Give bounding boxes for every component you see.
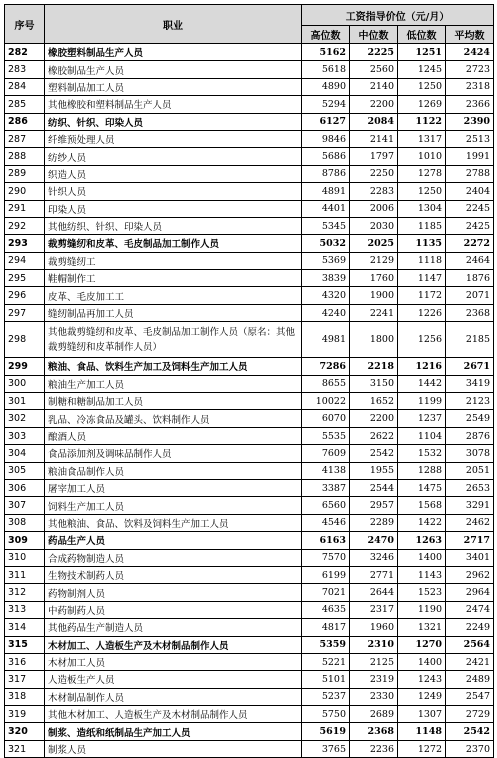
row-mid: 2560 — [350, 61, 398, 78]
table-row — [5, 671, 494, 688]
row-id: 312 — [5, 584, 45, 601]
row-job: 缝纫制品再加工人员 — [45, 304, 302, 321]
row-id: 283 — [5, 61, 45, 78]
row-low: 1256 — [398, 322, 446, 358]
row-job: 人造板生产人员 — [45, 671, 302, 688]
row-high: 6127 — [302, 113, 350, 130]
row-low: 1532 — [398, 445, 446, 462]
table-row — [5, 427, 494, 444]
row-mid: 1960 — [350, 619, 398, 636]
row-job: 木材加工人员 — [45, 653, 302, 670]
row-job: 鞋帽制作工 — [45, 270, 302, 287]
row-avg: 2653 — [446, 479, 494, 496]
row-avg: 3401 — [446, 549, 494, 566]
table-row — [5, 200, 494, 217]
row-low: 1251 — [398, 44, 446, 61]
row-high: 4138 — [302, 462, 350, 479]
row-low: 1422 — [398, 514, 446, 531]
row-low: 1568 — [398, 497, 446, 514]
row-id: 296 — [5, 287, 45, 304]
row-job: 乳品、冷冻食品及罐头、饮料制作人员 — [45, 410, 302, 427]
row-high: 4635 — [302, 601, 350, 618]
row-id: 310 — [5, 549, 45, 566]
category-row — [5, 113, 494, 130]
row-avg: 2549 — [446, 410, 494, 427]
row-avg: 2425 — [446, 217, 494, 234]
row-mid: 1652 — [350, 393, 398, 410]
row-mid: 2330 — [350, 688, 398, 705]
row-avg: 2123 — [446, 393, 494, 410]
row-id: 303 — [5, 427, 45, 444]
table-body — [5, 44, 494, 758]
table-row — [5, 688, 494, 705]
row-id: 288 — [5, 148, 45, 165]
row-id: 282 — [5, 44, 45, 61]
row-mid: 2025 — [350, 235, 398, 252]
row-mid: 2141 — [350, 130, 398, 147]
row-avg: 2962 — [446, 566, 494, 583]
row-job: 粮油生产加工人员 — [45, 375, 302, 392]
row-low: 1147 — [398, 270, 446, 287]
row-job: 橡胶塑料制品生产人员 — [45, 44, 302, 61]
row-mid: 2544 — [350, 479, 398, 496]
row-id: 286 — [5, 113, 45, 130]
row-mid: 2542 — [350, 445, 398, 462]
row-id: 318 — [5, 688, 45, 705]
row-avg: 2404 — [446, 183, 494, 200]
row-job: 裁剪缝纫工 — [45, 252, 302, 269]
row-avg: 1991 — [446, 148, 494, 165]
row-high: 6560 — [302, 497, 350, 514]
row-id: 317 — [5, 671, 45, 688]
row-high: 6199 — [302, 566, 350, 583]
row-high: 5101 — [302, 671, 350, 688]
header-mid: 中位数 — [350, 26, 398, 44]
table-row — [5, 375, 494, 392]
row-low: 1249 — [398, 688, 446, 705]
row-mid: 2689 — [350, 706, 398, 723]
row-id: 289 — [5, 165, 45, 182]
row-avg: 2185 — [446, 322, 494, 358]
header-id: 序号 — [5, 5, 45, 44]
row-avg: 2489 — [446, 671, 494, 688]
row-job: 纤维预处理人员 — [45, 130, 302, 147]
row-mid: 1800 — [350, 322, 398, 358]
row-high: 3839 — [302, 270, 350, 287]
table-row — [5, 393, 494, 410]
row-high: 5369 — [302, 252, 350, 269]
row-job: 木材制品制作人员 — [45, 688, 302, 705]
row-job: 纺纱人员 — [45, 148, 302, 165]
row-high: 7570 — [302, 549, 350, 566]
row-mid: 3246 — [350, 549, 398, 566]
row-low: 1190 — [398, 601, 446, 618]
row-low: 1304 — [398, 200, 446, 217]
row-job: 橡胶制品生产人员 — [45, 61, 302, 78]
row-low: 1523 — [398, 584, 446, 601]
row-avg: 2462 — [446, 514, 494, 531]
table-header — [5, 5, 494, 44]
table-row — [5, 252, 494, 269]
table-row — [5, 566, 494, 583]
row-mid: 2957 — [350, 497, 398, 514]
category-row — [5, 44, 494, 61]
row-low: 1010 — [398, 148, 446, 165]
row-id: 285 — [5, 96, 45, 113]
row-high: 5237 — [302, 688, 350, 705]
row-mid: 2225 — [350, 44, 398, 61]
row-id: 308 — [5, 514, 45, 531]
row-low: 1122 — [398, 113, 446, 130]
row-mid: 2129 — [350, 252, 398, 269]
row-low: 1135 — [398, 235, 446, 252]
row-mid: 1760 — [350, 270, 398, 287]
row-high: 10022 — [302, 393, 350, 410]
header-job: 职业 — [45, 5, 302, 44]
row-id: 301 — [5, 393, 45, 410]
row-id: 297 — [5, 304, 45, 321]
row-high: 5618 — [302, 61, 350, 78]
table-row — [5, 96, 494, 113]
row-high: 4546 — [302, 514, 350, 531]
row-mid: 2368 — [350, 723, 398, 740]
header-avg: 平均数 — [446, 26, 494, 44]
row-job: 其他木材加工、人造板生产及木材制品制作人员 — [45, 706, 302, 723]
table-row — [5, 61, 494, 78]
row-job: 塑料制品加工人员 — [45, 78, 302, 95]
row-low: 1118 — [398, 252, 446, 269]
category-row — [5, 532, 494, 549]
row-high: 6163 — [302, 532, 350, 549]
row-job: 皮革、毛皮加工工 — [45, 287, 302, 304]
row-job: 生物技术制药人员 — [45, 566, 302, 583]
row-low: 1250 — [398, 78, 446, 95]
row-id: 287 — [5, 130, 45, 147]
row-avg: 2071 — [446, 287, 494, 304]
row-job: 织造人员 — [45, 165, 302, 182]
row-id: 306 — [5, 479, 45, 496]
row-avg: 2542 — [446, 723, 494, 740]
row-id: 304 — [5, 445, 45, 462]
row-low: 1263 — [398, 532, 446, 549]
row-job: 酿酒人员 — [45, 427, 302, 444]
row-mid: 2283 — [350, 183, 398, 200]
row-low: 1278 — [398, 165, 446, 182]
row-high: 5162 — [302, 44, 350, 61]
row-high: 7609 — [302, 445, 350, 462]
row-mid: 2250 — [350, 165, 398, 182]
row-avg: 2368 — [446, 304, 494, 321]
table-row — [5, 497, 494, 514]
row-avg: 2370 — [446, 740, 494, 757]
row-high: 5221 — [302, 653, 350, 670]
row-high: 4891 — [302, 183, 350, 200]
row-high: 4981 — [302, 322, 350, 358]
row-high: 7021 — [302, 584, 350, 601]
row-low: 1400 — [398, 549, 446, 566]
row-job: 其他纺织、针织、印染人员 — [45, 217, 302, 234]
row-job: 制浆人员 — [45, 740, 302, 757]
row-job: 药品生产人员 — [45, 532, 302, 549]
row-high: 5345 — [302, 217, 350, 234]
table-row — [5, 304, 494, 321]
row-id: 299 — [5, 358, 45, 375]
row-low: 1307 — [398, 706, 446, 723]
row-id: 309 — [5, 532, 45, 549]
row-high: 4890 — [302, 78, 350, 95]
row-id: 307 — [5, 497, 45, 514]
table-row — [5, 706, 494, 723]
row-id: 316 — [5, 653, 45, 670]
row-id: 300 — [5, 375, 45, 392]
row-job: 饲料生产加工人员 — [45, 497, 302, 514]
row-avg: 2421 — [446, 653, 494, 670]
row-mid: 2622 — [350, 427, 398, 444]
category-row — [5, 723, 494, 740]
row-high: 5750 — [302, 706, 350, 723]
category-row — [5, 235, 494, 252]
row-mid: 2644 — [350, 584, 398, 601]
row-mid: 2289 — [350, 514, 398, 531]
table-row — [5, 514, 494, 531]
row-avg: 2464 — [446, 252, 494, 269]
row-mid: 2006 — [350, 200, 398, 217]
row-avg: 2318 — [446, 78, 494, 95]
row-id: 295 — [5, 270, 45, 287]
row-avg: 2245 — [446, 200, 494, 217]
row-avg: 2564 — [446, 636, 494, 653]
row-avg: 2366 — [446, 96, 494, 113]
row-mid: 2200 — [350, 410, 398, 427]
header-high: 高位数 — [302, 26, 350, 44]
row-high: 4817 — [302, 619, 350, 636]
row-job: 针织人员 — [45, 183, 302, 200]
row-id: 320 — [5, 723, 45, 740]
table-row — [5, 445, 494, 462]
row-high: 5294 — [302, 96, 350, 113]
header-wage-group: 工资指导价位（元/月） — [302, 5, 494, 26]
row-id: 314 — [5, 619, 45, 636]
row-low: 1243 — [398, 671, 446, 688]
table-row — [5, 270, 494, 287]
row-high: 6070 — [302, 410, 350, 427]
row-mid: 2125 — [350, 653, 398, 670]
row-low: 1199 — [398, 393, 446, 410]
row-mid: 2771 — [350, 566, 398, 583]
wage-guideline-table — [4, 4, 494, 758]
row-mid: 2218 — [350, 358, 398, 375]
row-job: 制浆、造纸和纸制品生产加工人员 — [45, 723, 302, 740]
row-high: 3387 — [302, 479, 350, 496]
row-mid: 2310 — [350, 636, 398, 653]
row-low: 1270 — [398, 636, 446, 653]
row-job: 其他粮油、食品、饮料及饲料生产加工人员 — [45, 514, 302, 531]
row-mid: 2084 — [350, 113, 398, 130]
row-id: 291 — [5, 200, 45, 217]
row-low: 1321 — [398, 619, 446, 636]
table-row — [5, 217, 494, 234]
row-avg: 2424 — [446, 44, 494, 61]
row-avg: 2876 — [446, 427, 494, 444]
row-job: 裁剪缝纫和皮革、毛皮制品加工制作人员 — [45, 235, 302, 252]
category-row — [5, 636, 494, 653]
row-low: 1250 — [398, 183, 446, 200]
row-job: 屠宰加工人员 — [45, 479, 302, 496]
row-mid: 3150 — [350, 375, 398, 392]
table-row — [5, 183, 494, 200]
row-id: 319 — [5, 706, 45, 723]
row-avg: 3419 — [446, 375, 494, 392]
row-low: 1442 — [398, 375, 446, 392]
row-low: 1185 — [398, 217, 446, 234]
row-avg: 1876 — [446, 270, 494, 287]
category-row — [5, 358, 494, 375]
row-id: 294 — [5, 252, 45, 269]
row-job: 木材加工、人造板生产及木材制品制作人员 — [45, 636, 302, 653]
table-row — [5, 148, 494, 165]
row-id: 290 — [5, 183, 45, 200]
row-job: 合成药物制造人员 — [45, 549, 302, 566]
row-high: 5359 — [302, 636, 350, 653]
row-low: 1475 — [398, 479, 446, 496]
row-avg: 2717 — [446, 532, 494, 549]
row-high: 5032 — [302, 235, 350, 252]
row-high: 8655 — [302, 375, 350, 392]
row-job: 中药制药人员 — [45, 601, 302, 618]
row-high: 5686 — [302, 148, 350, 165]
row-high: 7286 — [302, 358, 350, 375]
row-low: 1226 — [398, 304, 446, 321]
row-mid: 2236 — [350, 740, 398, 757]
row-high: 5535 — [302, 427, 350, 444]
row-mid: 2241 — [350, 304, 398, 321]
row-id: 315 — [5, 636, 45, 653]
table-row — [5, 410, 494, 427]
row-high: 9846 — [302, 130, 350, 147]
row-id: 298 — [5, 322, 45, 358]
table-row — [5, 322, 494, 358]
row-mid: 2470 — [350, 532, 398, 549]
row-job: 药物制剂人员 — [45, 584, 302, 601]
row-job: 粮油食品制作人员 — [45, 462, 302, 479]
table-row — [5, 287, 494, 304]
row-id: 305 — [5, 462, 45, 479]
row-mid: 2317 — [350, 601, 398, 618]
row-mid: 1900 — [350, 287, 398, 304]
wage-table-container — [4, 4, 493, 758]
row-high: 8786 — [302, 165, 350, 182]
row-avg: 3291 — [446, 497, 494, 514]
row-high: 5619 — [302, 723, 350, 740]
row-avg: 2272 — [446, 235, 494, 252]
row-avg: 2474 — [446, 601, 494, 618]
table-row — [5, 462, 494, 479]
row-avg: 2729 — [446, 706, 494, 723]
row-low: 1237 — [398, 410, 446, 427]
row-job: 其他橡胶和塑料制品生产人员 — [45, 96, 302, 113]
row-mid: 2140 — [350, 78, 398, 95]
row-mid: 2200 — [350, 96, 398, 113]
row-low: 1148 — [398, 723, 446, 740]
row-id: 311 — [5, 566, 45, 583]
row-low: 1317 — [398, 130, 446, 147]
row-avg: 2547 — [446, 688, 494, 705]
row-id: 313 — [5, 601, 45, 618]
row-job: 食品添加剂及调味品制作人员 — [45, 445, 302, 462]
row-id: 292 — [5, 217, 45, 234]
row-mid: 1955 — [350, 462, 398, 479]
table-row — [5, 549, 494, 566]
row-mid: 1797 — [350, 148, 398, 165]
row-avg: 2671 — [446, 358, 494, 375]
row-id: 284 — [5, 78, 45, 95]
row-low: 1272 — [398, 740, 446, 757]
row-id: 321 — [5, 740, 45, 757]
row-low: 1245 — [398, 61, 446, 78]
row-avg: 2249 — [446, 619, 494, 636]
row-id: 293 — [5, 235, 45, 252]
row-low: 1400 — [398, 653, 446, 670]
row-high: 4320 — [302, 287, 350, 304]
row-avg: 2788 — [446, 165, 494, 182]
row-job: 其他裁剪缝纫和皮革、毛皮制品加工制作人员（原名：其他裁剪缝纫和皮革制作人员） — [45, 322, 302, 358]
table-row — [5, 619, 494, 636]
table-row — [5, 130, 494, 147]
row-low: 1216 — [398, 358, 446, 375]
row-job: 印染人员 — [45, 200, 302, 217]
row-high: 3765 — [302, 740, 350, 757]
row-job: 其他药品生产制造人员 — [45, 619, 302, 636]
row-avg: 2723 — [446, 61, 494, 78]
row-low: 1143 — [398, 566, 446, 583]
row-job: 纺织、针织、印染人员 — [45, 113, 302, 130]
row-mid: 2030 — [350, 217, 398, 234]
row-avg: 2390 — [446, 113, 494, 130]
table-row — [5, 584, 494, 601]
row-high: 4240 — [302, 304, 350, 321]
row-low: 1269 — [398, 96, 446, 113]
row-avg: 2051 — [446, 462, 494, 479]
table-row — [5, 165, 494, 182]
row-low: 1104 — [398, 427, 446, 444]
table-row — [5, 601, 494, 618]
header-low: 低位数 — [398, 26, 446, 44]
table-row — [5, 653, 494, 670]
row-low: 1172 — [398, 287, 446, 304]
row-high: 4401 — [302, 200, 350, 217]
table-row — [5, 479, 494, 496]
row-id: 302 — [5, 410, 45, 427]
table-row — [5, 740, 494, 757]
row-avg: 2513 — [446, 130, 494, 147]
row-avg: 3078 — [446, 445, 494, 462]
row-avg: 2964 — [446, 584, 494, 601]
row-mid: 2319 — [350, 671, 398, 688]
row-low: 1288 — [398, 462, 446, 479]
row-job: 制糖和糖制品加工人员 — [45, 393, 302, 410]
row-job: 粮油、食品、饮料生产加工及饲料生产加工人员 — [45, 358, 302, 375]
table-row — [5, 78, 494, 95]
